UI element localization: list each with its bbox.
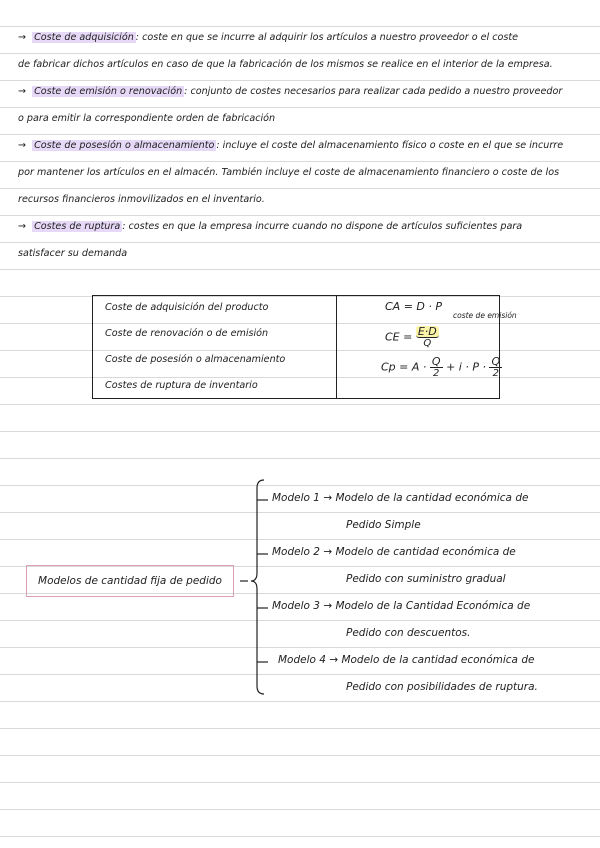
- note-line-4: o para emitir la correspondiente orden de fabricación: [18, 113, 276, 124]
- term-posesion: Coste de posesión o almacenamiento: [34, 140, 215, 151]
- fraction-ed-q: $\frac{E\cdot D}{Q}$: [417, 325, 437, 349]
- arrow-icon: →: [18, 86, 30, 97]
- formula-ce: CE = $\frac{E\cdot D}{Q}$: [385, 325, 437, 349]
- note-line-7: recursos financieros inmovilizados en el inventario.: [18, 194, 265, 205]
- annotation-coste-emision: coste de emisión: [453, 311, 517, 320]
- term-adquisicion: Coste de adquisición: [34, 32, 134, 43]
- arrow-right-icon: →: [323, 600, 336, 612]
- models-root-box: Modelos de cantidad fija de pedido: [26, 565, 234, 597]
- cost-table: [92, 295, 517, 399]
- note-line-5: → Coste de posesión o almacenamiento : incluye el coste del almacenamiento físico o coste en el que se incurre: [18, 140, 564, 151]
- cost-row-renovacion: Coste de renovación o de emisión: [105, 328, 269, 339]
- note-line-3: → Coste de emisión o renovación : conjunto de costes necesarios para realizar cada pedido a nuestro proveedor: [18, 86, 563, 97]
- model-3-line2: Pedido con descuentos.: [346, 627, 471, 639]
- note-line-1: → Coste de adquisición : coste en que se incurre al adquirir los artículos a nuestro proveedor o el coste: [18, 32, 519, 43]
- brace-icon: [240, 478, 270, 696]
- term-emision: Coste de emisión o renovación: [34, 86, 183, 97]
- cost-row-posesion: Coste de posesión o almacenamiento: [105, 354, 286, 365]
- model-4: Modelo 4 → Modelo de la cantidad económica de: [278, 654, 535, 666]
- note-line-9: satisfacer su demanda: [18, 248, 128, 259]
- model-2: Modelo 2 → Modelo de cantidad económica de: [272, 546, 516, 558]
- arrow-icon: →: [18, 140, 30, 151]
- cost-row-adquisicion: Coste de adquisición del producto: [105, 302, 269, 313]
- model-3: Modelo 3 → Modelo de la Cantidad Económica de: [272, 600, 531, 612]
- formula-ca: CA = D · P: [385, 300, 443, 313]
- model-4-line2: Pedido con posibilidades de ruptura.: [346, 681, 538, 693]
- cost-table-labels: [93, 296, 337, 398]
- arrow-right-icon: →: [329, 654, 342, 666]
- note-line-2: de fabricar dichos artículos en caso de que la fabricación de los mismos se realice en el interior de la empresa.: [18, 59, 553, 70]
- arrow-icon: →: [18, 32, 30, 43]
- model-1: Modelo 1 → Modelo de la cantidad económica de: [272, 492, 529, 504]
- term-ruptura: Costes de ruptura: [34, 221, 121, 232]
- arrow-right-icon: →: [323, 492, 336, 504]
- note-line-8: → Costes de ruptura : costes en que la empresa incurre cuando no dispone de artículos suficientes para: [18, 221, 523, 232]
- model-1-line2: Pedido Simple: [346, 519, 421, 531]
- arrow-icon: →: [18, 221, 30, 232]
- model-2-line2: Pedido con suministro gradual: [346, 573, 506, 585]
- note-line-6: por mantener los artículos en el almacén. También incluye el coste de almacenamiento financiero o coste de los: [18, 167, 560, 178]
- arrow-right-icon: →: [323, 546, 336, 558]
- cost-row-ruptura: Costes de ruptura de inventario: [105, 380, 258, 391]
- formula-cp: Cp = A · $\frac{Q}{2}$ + i · P · $\frac{Q}{2}$: [381, 355, 501, 379]
